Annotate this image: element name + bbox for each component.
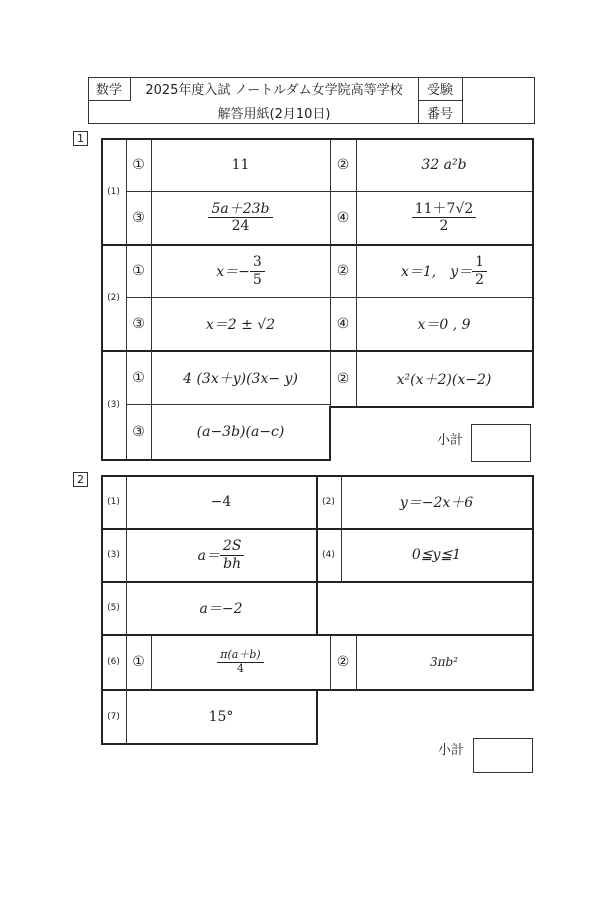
s1-2-mark-1: ① <box>132 263 145 279</box>
s1-1-answer-4: $\frac{11+7√2}{2}$ <box>356 191 532 244</box>
s1-3-mark-3: ③ <box>132 424 145 440</box>
s2-label-6: (6) <box>107 657 120 667</box>
s1-1-answer-3: $\frac{5a+23b}{24}$ <box>151 191 330 244</box>
exam-number-label-2: 番号 <box>426 106 453 122</box>
subject-label: 数学 <box>95 83 122 98</box>
s2-label-4: (4) <box>322 550 335 560</box>
s1-3-mark-2: ② <box>336 370 350 387</box>
s1-2-answer-3: x＝2 ± √2 <box>205 316 276 333</box>
s2-label-2: (2) <box>322 497 335 507</box>
s2-subtotal-box[interactable] <box>473 738 533 773</box>
section-1-number: 1 <box>73 131 88 146</box>
s1-subtotal-box[interactable] <box>471 424 531 462</box>
s1-3-answer-1: 4 (3x＋y)(3x− y) <box>183 370 298 387</box>
s2-label-7: (7) <box>107 712 120 722</box>
answer-sheet-subtitle: 解答用紙(2月10日) <box>217 106 331 122</box>
s1-2-mark-3: ③ <box>132 315 145 332</box>
s1-group-label-1: (1) <box>107 186 120 197</box>
s2-6-mark-1: ① <box>132 654 145 670</box>
s2-label-5: (5) <box>107 603 120 613</box>
s1-2-answer-1: x＝− $\frac{3}{5}$ <box>151 245 330 297</box>
s2-6-answer-1: $\frac{\pi(a+b)}{4}$ <box>151 635 330 689</box>
s2-6-mark-2: ② <box>336 654 350 670</box>
exam-title: 2025年度入試 ノートルダム女学院高等学校 <box>145 83 403 98</box>
s1-2-mark-4: ④ <box>336 315 350 332</box>
s1-2-answer-4: x＝0 , 9 <box>417 316 471 333</box>
s2-label-1: (1) <box>107 497 120 507</box>
s1-1-mark-1: ① <box>132 157 145 173</box>
s1-3-mark-1: ① <box>132 369 145 386</box>
s2-6-answer-2: 3πb² <box>429 655 458 669</box>
s1-1-answer-2: 32 a²b <box>421 157 467 173</box>
s1-1-mark-2: ② <box>336 157 350 173</box>
s2-answer-2: y＝−2x＋6 <box>399 495 474 511</box>
s2-answer-7: 15° <box>208 709 234 725</box>
s1-1-mark-4: ④ <box>336 209 350 226</box>
s2-answer-5: a＝−2 <box>199 601 243 617</box>
s1-subtotal-label: 小計 <box>436 432 463 448</box>
exam-number-label-1: 受験 <box>426 83 453 98</box>
s2-answer-3: a＝ $\frac{2S}{bh}$ <box>126 529 316 581</box>
s1-1-answer-1: 11 <box>231 157 250 173</box>
s2-subtotal-label: 小計 <box>437 742 464 758</box>
s1-group-label-2: (2) <box>107 292 120 303</box>
s2-answer-4: 0≦y≦1 <box>411 547 462 563</box>
section-2-number: 2 <box>73 472 88 487</box>
exam-number-field[interactable] <box>462 77 535 124</box>
s1-3-answer-2: x²(x＋2)(x−2) <box>396 371 492 388</box>
s1-group-label-3: (3) <box>107 400 120 410</box>
s2-answer-1: −4 <box>210 494 232 510</box>
s1-3-answer-3: (a−3b)(a−c) <box>196 424 285 440</box>
s1-1-mark-3: ③ <box>132 209 145 226</box>
s2-label-3: (3) <box>107 550 120 560</box>
s1-2-mark-2: ② <box>336 263 350 279</box>
s1-2-answer-2: x＝1, y＝ $\frac{1}{2}$ <box>356 245 532 297</box>
